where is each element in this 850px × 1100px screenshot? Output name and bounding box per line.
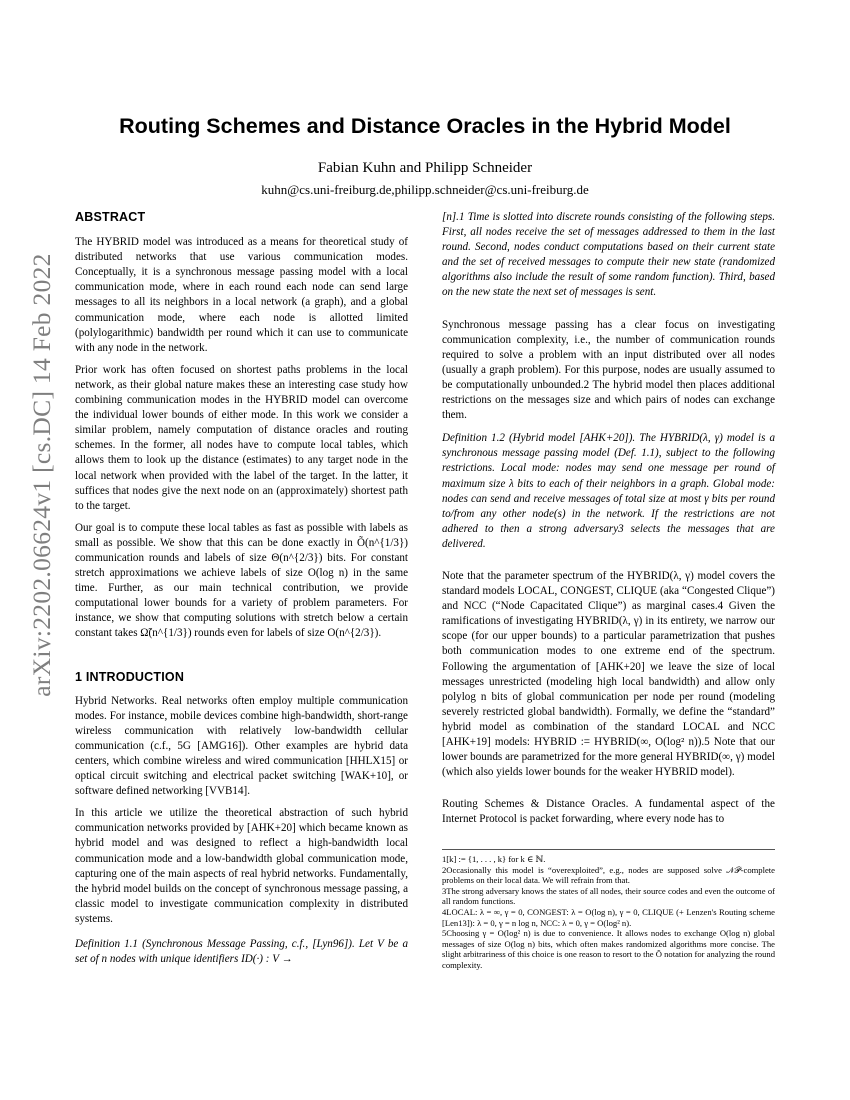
introduction-heading: 1 INTRODUCTION <box>75 669 185 684</box>
right-column <box>442 210 775 834</box>
definition-1-2: Definition 1.2 (Hybrid model [AHK+20]). The HYBRID(λ, γ) model is a synchronous message passing model (Def. 1.1), subject to the following restrictions. Local mode: nodes may send one message per round of maximum size λ bits to each of their neighbors in a graph. Global mode: nodes can send and receive messages of total size at most γ bits per round to/from any other node(s) in the network. If the restrictions are not adhered to then a strong adversary3 selects the messages that are delivered. <box>442 432 775 550</box>
intro-paragraph-2: In this article we utilize the theoretical abstraction of such hybrid communication networks provided by [AHK+20] which became known as hybrid model and was designed to reflect a high-bandwidth local communication mode and a low-bandwidth global communication mode, capturing one of the main aspects of real hybrid networks. Fundamentally, the hybrid model builds on the concept of synchronous message passing, a classic model to investigate communication complexity in distributed systems. <box>75 807 408 925</box>
definition-1-1: Definition 1.1 (Synchronous Message Passing, c.f., [Lyn96]). Let V be a set of n nodes with unique identifiers ID(·) : V → <box>75 938 408 966</box>
footnote-4: 4LOCAL: λ = ∞, γ = 0, CONGEST: λ = O(log n), γ = 0, CLIQUE (+ Lenzen's Routing scheme [Len13]): λ = 0, γ = n log n, NCC: λ = 0, γ = O(log² n). <box>442 906 775 928</box>
abstract-heading: ABSTRACT <box>75 210 146 224</box>
abstract-paragraph-3: Our goal is to compute these local tables as fast as possible with labels as small as possible. We show that this can be done exactly in Õ(n^{1/3}) communication rounds and labels of size Θ(n^{2/3}) bits. For constant stretch approximations we achieve labels of size O(log n) in the same time. Further, as our main technical contribution, we provide computational lower bounds for a variety of problem parameters. For instance, we show that computing solutions with stretch below a certain constant takes Ω̃(n^{1/3}) rounds even for labels of size O(n^{2/3}). <box>75 521 408 640</box>
right-paragraph-1: Synchronous message passing has a clear focus on investigating communication complexity, i.e., the number of communication rounds required to solve a problem with an input distributed over all nodes (usually a graph problem). For this purpose, nodes are usually assumed to be computationally unbounded.2 The hybrid model then places additional restrictions on the messages size and which pairs of nodes can exchange them. <box>442 318 775 422</box>
abstract-paragraph-2: Prior work has often focused on shortest paths problems in the local network, as their global nature makes these an interesting case study how combining communication modes in the HYBRID model can overcome the individual lower bounds of either mode. In this work we consider a similar problem, namely computation of distance oracles and routing schemes. In the former, all nodes have to compute local tables, which allows them to look up the distance (estimates) to any target node in the local network when provided with the label of the target. In the latter, it suffices that nodes give the next node on an (approximately) shortest path to the target. <box>75 363 408 512</box>
left-column <box>75 210 408 974</box>
abstract-paragraph-1: The HYBRID model was introduced as a means for theoretical study of distributed networks that use various communication modes. Conceptually, it is a synchronous message passing model with a local communication mode, where in each round each node can send large messages to all its neighbors in a local network (a graph), and a global communication mode, where each node is allotted limited (polylogarithmic) bandwidth per round which it can use to communicate with any node in the network. <box>75 236 408 354</box>
arxiv-stamp: arXiv:2202.06624v1 [cs.DC] 14 Feb 2022 <box>27 253 56 697</box>
definition-1-1-continued: [n].1 Time is slotted into discrete rounds consisting of the following steps. First, all nodes receive the set of messages addressed to them in the last round. Second, nodes conduct computations based on their current state and the set of received messages to compute their new state (randomized algorithms also include the result of some random function). Third, based on the new state the next set of messages is sent. <box>442 211 775 299</box>
footnote-5: 5Choosing γ = O(log² n) is due to convenience. It allows nodes to exchange O(log n) global messages of size O(log n) bits, which often makes randomized algorithms more concise. The slight arbitrariness of this choice is one reason to resort to the Õ notation for analyzing the round complexity. <box>442 928 775 970</box>
right-paragraph-3: Routing Schemes & Distance Oracles. A fundamental aspect of the Internet Protocol is packet forwarding, where every node has to <box>442 798 775 826</box>
paper-title: Routing Schemes and Distance Oracles in the Hybrid Model <box>119 114 731 138</box>
author-emails: kuhn@cs.uni-freiburg.de,philipp.schneider@cs.uni-freiburg.de <box>261 182 589 197</box>
footnotes <box>442 849 775 971</box>
footnote-2: 2Occasionally this model is “overexploited”, e.g., nodes are supposed solve 𝒩𝒫-complete problems on their local data. We will refrain from that. <box>442 864 775 886</box>
intro-paragraph-1: Hybrid Networks. Real networks often employ multiple communication modes. For instance, mobile devices combine high-bandwidth, short-range wireless communication with relatively low-bandwidth cellular communication (c.f., 5G [AMG16]). Other examples are hybrid data centers, which combine wireless and wired communication [HHLX15] or optical circuit switching and electrical packet switching [WAK+10], or software defined networking [VVB14]. <box>75 694 408 798</box>
footnote-3: 3The strong adversary knows the states of all nodes, their source codes and even the outcome of all random functions. <box>442 885 775 907</box>
right-paragraph-2: Note that the parameter spectrum of the HYBRID(λ, γ) model covers the standard models LOCAL, CONGEST, CLIQUE (aka “Congested Clique”) and NCC (“Node Capacitated Clique”) as marginal cases.4 Given the ramifications of investigating HYBRID(λ, γ) in its entirety, we narrow our scope (for our upper bounds) to a particular parametrization that pushes both communication modes to one extreme end of the spectrum. Following the argumentation of [AHK+20] we leave the size of local messages unrestricted (modeling high local bandwidth) and allow only polylog n bits of global communication per node per round (modeling severely restricted global bandwidth). Formally, we define the “standard” hybrid model as combination of the standard LOCAL and NCC [AHK+19] models: HYBRID := HYBRID(∞, O(log² n)).5 Note that our lower bounds are parametrized for the more general HYBRID(∞, γ) model (which also yields lower bounds for the weaker HYBRID model). <box>442 569 775 779</box>
footnote-1: 1[k] := {1, . . . , k} for k ∈ ℕ. <box>442 854 546 864</box>
authors: Fabian Kuhn and Philipp Schneider <box>317 160 533 176</box>
